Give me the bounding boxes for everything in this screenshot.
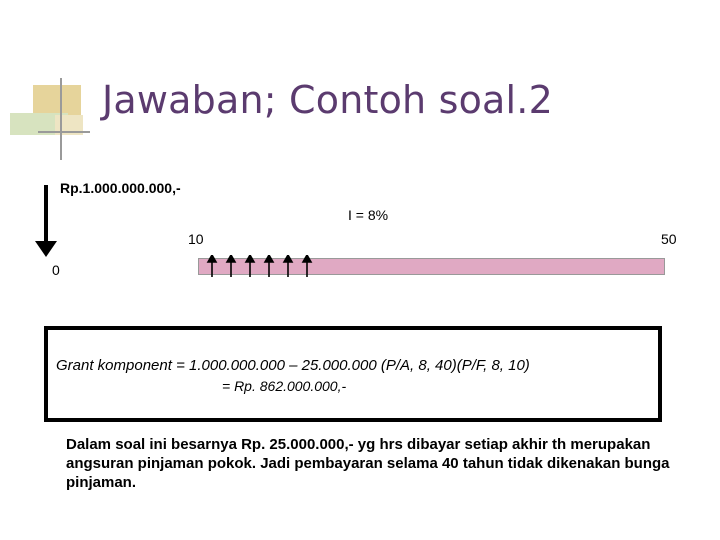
formula-name: Grant komponent [56, 357, 172, 374]
decor-horizontal-line [38, 131, 90, 133]
up-arrow-icon [208, 255, 216, 277]
period-start-label: 10 [188, 231, 204, 247]
down-arrow-head [35, 241, 57, 257]
up-arrow-icon [265, 255, 273, 277]
note-text: Dalam soal ini besarnya Rp. 25.000.000,- yg hrs dibayar setiap akhir th merupakan angsuran pinjaman pokok. Jadi pembayaran selama 40 tahun tidak dikenakan bunga pinjaman. [66, 436, 670, 491]
up-arrow-icon [227, 255, 235, 277]
up-arrows-group [206, 255, 318, 277]
down-arrow-shaft [44, 185, 48, 243]
up-arrow-icon [284, 255, 292, 277]
interest-rate-label: I = 8% [348, 207, 389, 223]
period-end-label: 50 [661, 231, 677, 247]
decor-vertical-line [60, 78, 62, 160]
up-arrow-icon [303, 255, 311, 277]
origin-label: 0 [52, 262, 60, 278]
formula-expression: = 1.000.000.000 – 25.000.000 (P/A, 8, 40)(P/F, 8, 10) [171, 357, 530, 374]
principal-label: Rp.1.000.000.000,- [60, 180, 181, 196]
formula-line-1 [56, 357, 530, 374]
slide-title: Jawaban; Contoh soal.2 [102, 78, 553, 122]
up-arrow-icon [246, 255, 254, 277]
formula-line-2: = Rp. 862.000.000,- [222, 378, 347, 394]
formula-box [44, 326, 662, 422]
